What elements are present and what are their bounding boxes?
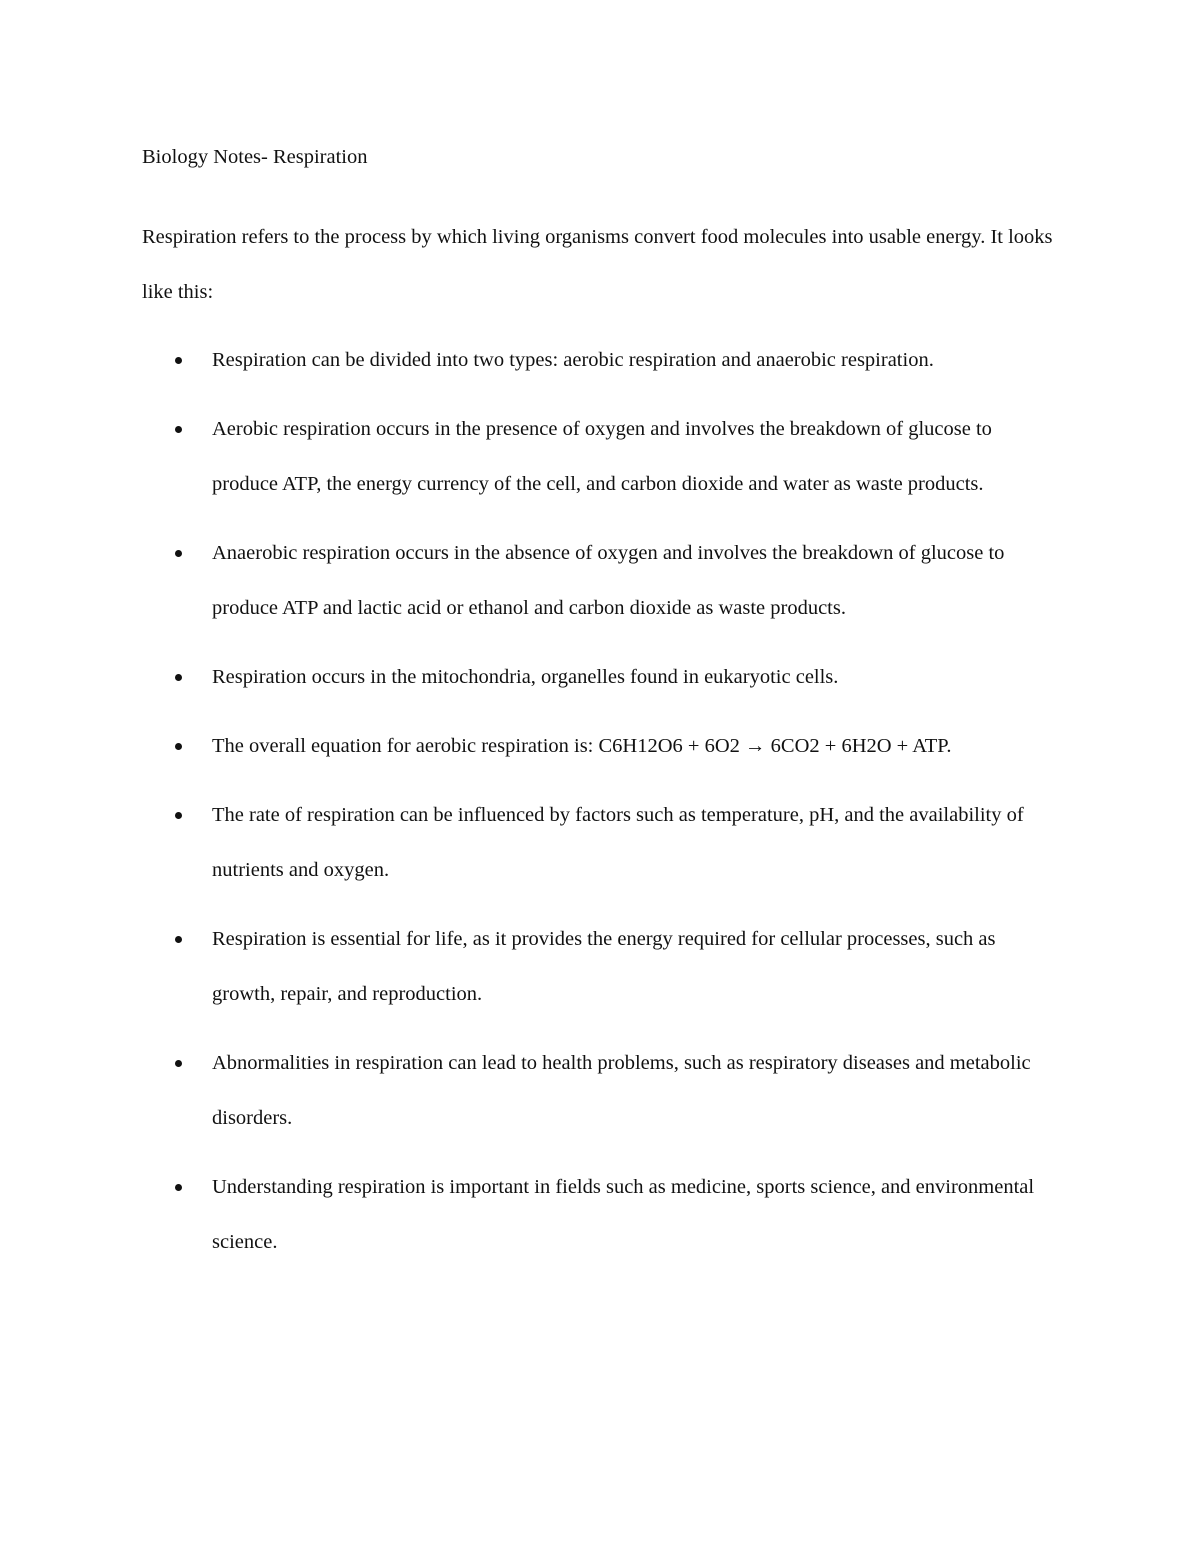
document-page: [142, 142, 1062, 1284]
bullet-icon: [175, 1184, 182, 1191]
list-item: [142, 1036, 1062, 1146]
list-item-text: Aerobic respiration occurs in the presence of oxygen and involves the breakdown of glucose to produce ATP, the energy currency of the cell, and carbon dioxide and water as waste products.: [212, 418, 992, 495]
list-item-text: Respiration can be divided into two types: aerobic respiration and anaerobic respiration.: [212, 349, 934, 371]
list-item-text: Respiration occurs in the mitochondria, organelles found in eukaryotic cells.: [212, 666, 839, 688]
bullet-icon: [175, 550, 182, 557]
document-title: Biology Notes- Respiration: [142, 146, 368, 168]
list-item: [142, 1160, 1062, 1270]
list-item: [142, 650, 1062, 705]
bullet-icon: [175, 357, 182, 364]
bullet-list: [142, 333, 1062, 1270]
list-item: [142, 912, 1062, 1022]
bullet-icon: [175, 812, 182, 819]
list-item-text: The overall equation for aerobic respiration is: C6H12O6 + 6O2 → 6CO2 + 6H2O + ATP.: [212, 735, 952, 757]
list-item: [142, 719, 1062, 774]
bullet-icon: [175, 674, 182, 681]
list-item: [142, 333, 1062, 388]
list-item-text: Respiration is essential for life, as it provides the energy required for cellular processes, such as growth, repair, and reproduction.: [212, 928, 996, 1005]
list-item: [142, 526, 1062, 636]
list-item-text: Anaerobic respiration occurs in the absence of oxygen and involves the breakdown of glucose to produce ATP and lactic acid or ethanol and carbon dioxide as waste products.: [212, 542, 1005, 619]
list-item-text: The rate of respiration can be influenced by factors such as temperature, pH, and the availability of nutrients and oxygen.: [212, 804, 1024, 881]
bullet-icon: [175, 936, 182, 943]
bullet-icon: [175, 743, 182, 750]
list-item: [142, 402, 1062, 512]
bullet-icon: [175, 1060, 182, 1067]
list-item: [142, 788, 1062, 898]
bullet-icon: [175, 426, 182, 433]
intro-paragraph: Respiration refers to the process by which living organisms convert food molecules into usable energy. It looks like this:: [142, 226, 1053, 303]
list-item-text: Understanding respiration is important in fields such as medicine, sports science, and environmental science.: [212, 1176, 1035, 1253]
list-item-text: Abnormalities in respiration can lead to health problems, such as respiratory diseases and metabolic disorders.: [212, 1052, 1031, 1129]
